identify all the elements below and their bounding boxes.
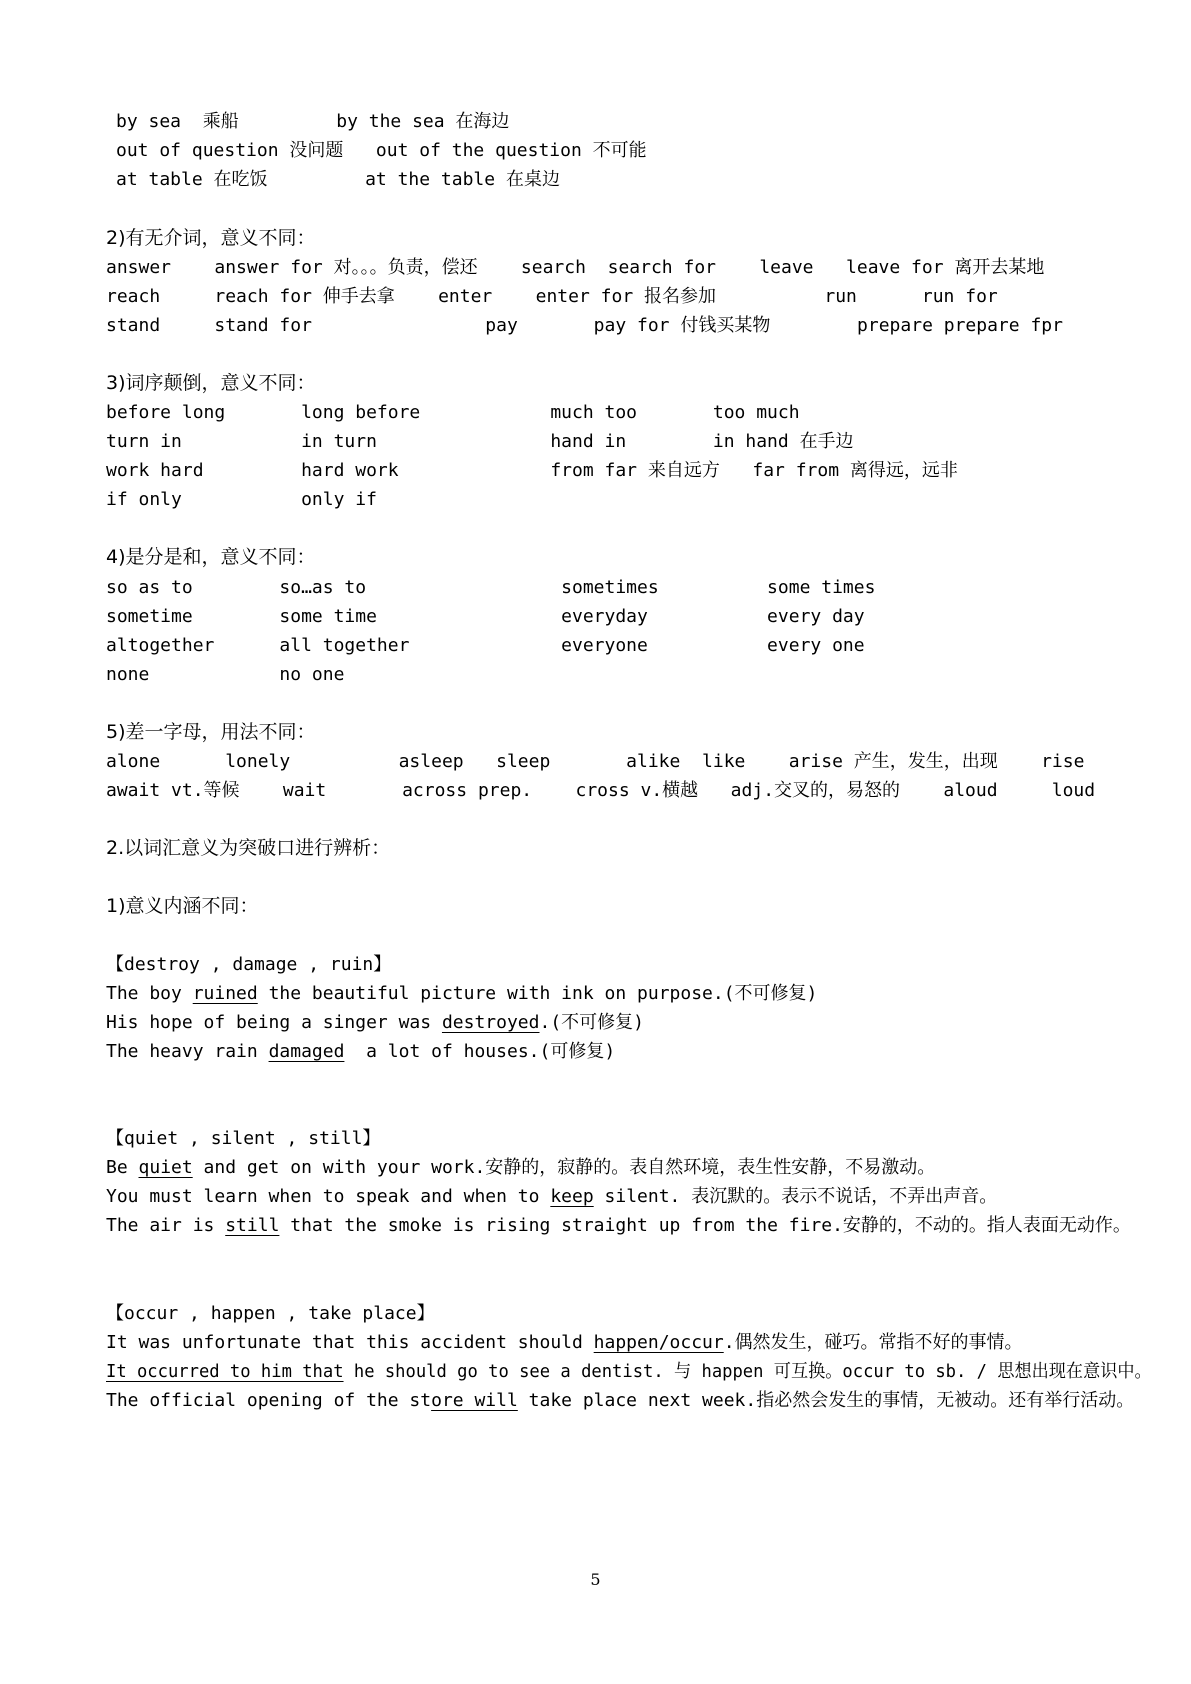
section-heading: 3)词序颠倒，意义不同： — [106, 372, 316, 394]
underlined-answer: ruined — [192, 983, 258, 1004]
example-sentence: It occurred to him that he should go to see a dentist. 与 happen 可互换。occur to sb. / 思想出现在意识中。 — [106, 1361, 1152, 1382]
phrase-line: by sea 乘船 by the sea 在海边 — [116, 111, 510, 132]
underlined-answer: still — [225, 1215, 280, 1236]
underlined-answer: quiet — [138, 1157, 193, 1178]
phrase-line: reach reach for 伸手去拿 enter enter for 报名参加 run run for — [106, 286, 998, 307]
page-number: 5 — [590, 1570, 601, 1589]
phrase-line: before long long before much too too much — [106, 402, 800, 423]
underlined-answer: happen/occur — [593, 1332, 724, 1353]
phrase-line: sometime some time everyday every day — [106, 606, 865, 627]
phrase-line: altogether all together everyone every one — [106, 635, 865, 656]
word-group-title: 【destroy , damage , ruin】 — [106, 954, 392, 975]
phrase-line: none no one — [106, 664, 345, 685]
section-heading: 5)差一字母，用法不同： — [106, 721, 316, 743]
underlined-answer: keep — [550, 1186, 594, 1207]
example-sentence: The boy ruined the beautiful picture with ink on purpose.(不可修复) — [106, 983, 818, 1004]
example-sentence: The heavy rain damaged a lot of houses.(可修复) — [106, 1041, 616, 1062]
word-group-title: 【occur , happen , take place】 — [106, 1303, 435, 1324]
underlined-answer: destroyed — [441, 1012, 540, 1033]
example-sentence: Be quiet and get on with your work.安静的，寂静的。表自然环境，表生性安静，不易激动。 — [106, 1157, 936, 1178]
phrase-line: out of question 没问题 out of the question 不可能 — [116, 140, 647, 161]
phrase-line: await vt.等候 wait across prep. cross v.横越 adj.交叉的，易怒的 aloud loud — [106, 780, 1096, 801]
phrase-line: at table 在吃饭 at the table 在桌边 — [116, 169, 560, 190]
phrase-line: stand stand for pay pay for 付钱买某物 prepare prepare fpr — [106, 315, 1063, 336]
section-heading: 4)是分是和，意义不同： — [106, 546, 316, 568]
section-heading: 2)有无介词，意义不同： — [106, 227, 316, 249]
example-sentence: The official opening of the store will take place next week.指必然会发生的事情，无被动。还有举行活动。 — [106, 1390, 1135, 1411]
phrase-line: if only only if — [106, 489, 377, 510]
example-sentence: It was unfortunate that this accident should happen/occur.偶然发生，碰巧。常指不好的事情。 — [106, 1332, 1023, 1353]
underlined-answer: damaged — [268, 1041, 345, 1062]
word-group-title: 【quiet , silent , still】 — [106, 1128, 381, 1149]
phrase-line: turn in in turn hand in in hand 在手边 — [106, 431, 854, 452]
part-heading: 2.以词汇意义为突破口进行辨析： — [106, 837, 391, 859]
example-sentence: His hope of being a singer was destroyed.(不可修复) — [106, 1012, 645, 1033]
phrase-line: alone lonely asleep sleep alike like arise 产生，发生，出现 rise — [106, 751, 1085, 772]
example-sentence: The air is still that the smoke is rising straight up from the fire.安静的，不动的。指人表面无动作。 — [106, 1215, 1131, 1236]
example-sentence: You must learn when to speak and when to keep silent. 表沉默的。表示不说话，不弄出声音。 — [106, 1186, 998, 1207]
phrase-line: work hard hard work from far 来自远方 far from 离得远，远非 — [106, 460, 958, 481]
phrase-line: answer answer for 对。。。负责，偿还 search search for leave leave for 离开去某地 — [106, 257, 1045, 278]
subsection-heading: 1)意义内涵不同： — [106, 895, 259, 917]
underlined-answer: It occurred to him that — [106, 1361, 344, 1382]
underlined-answer: ore will — [431, 1390, 518, 1411]
phrase-line: so as to so…as to sometimes some times — [106, 577, 876, 598]
